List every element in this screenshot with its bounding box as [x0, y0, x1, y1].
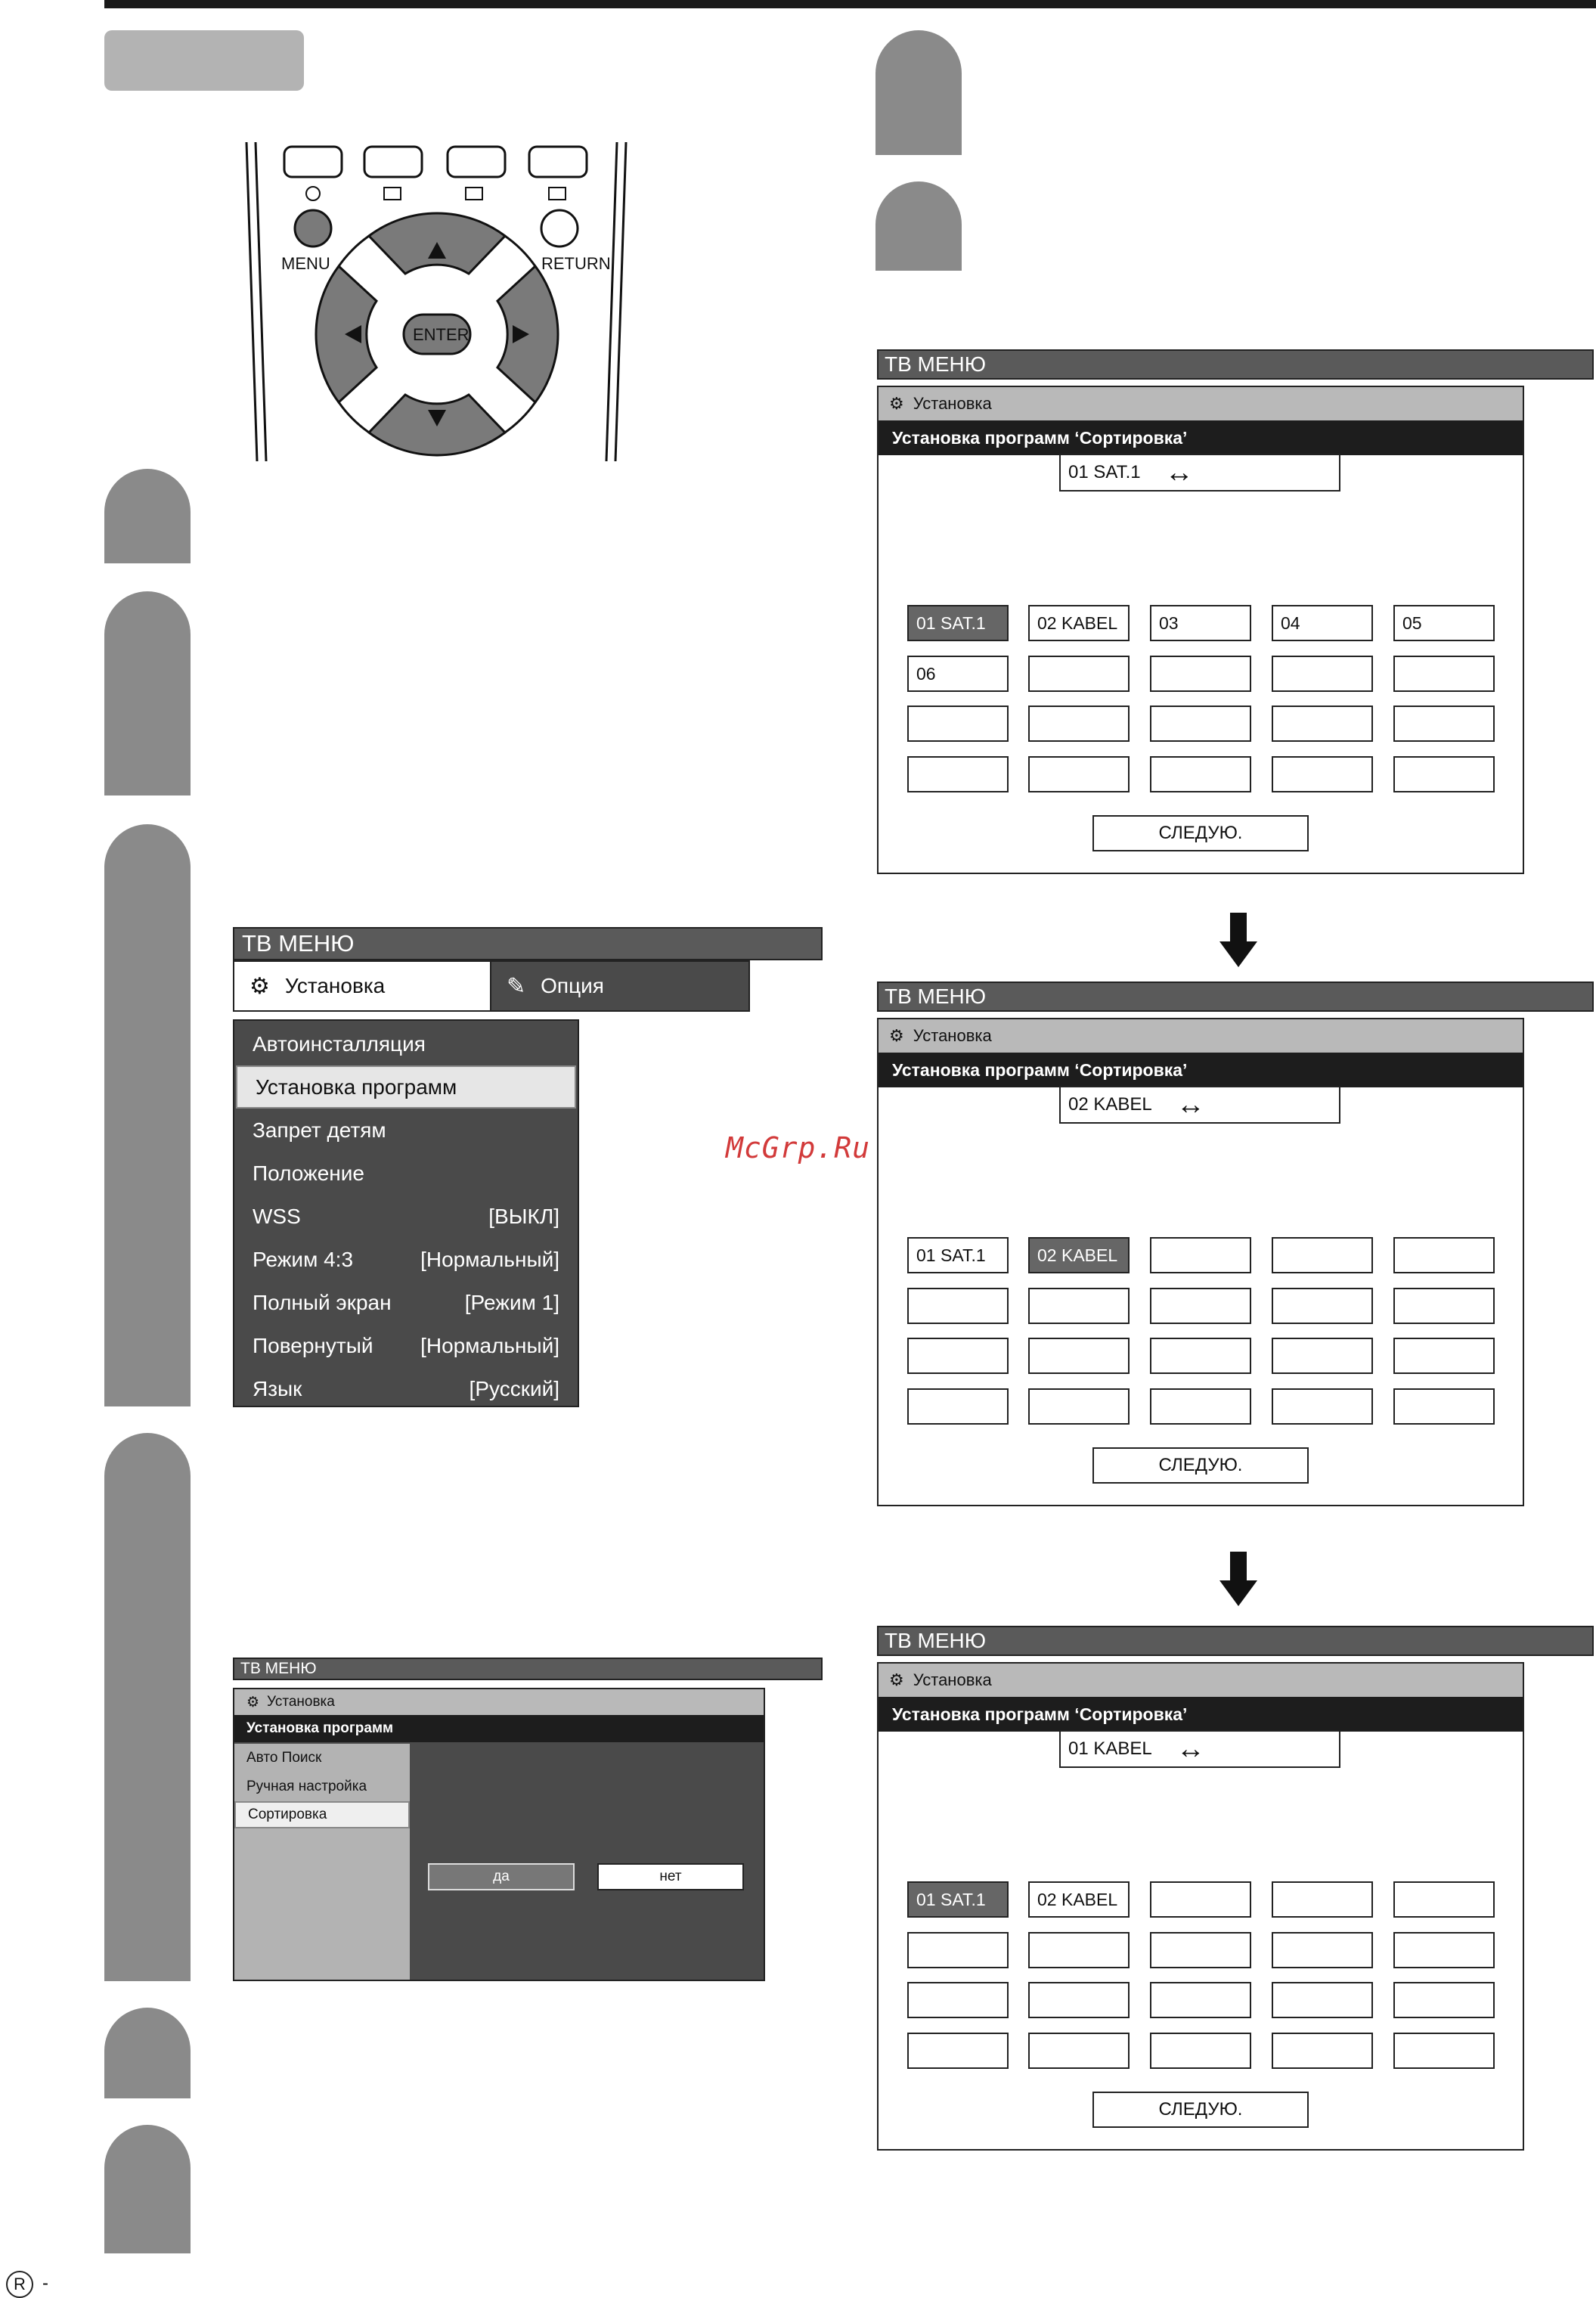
channel-cell[interactable] [1150, 1237, 1251, 1273]
teletext-info-icon [466, 188, 482, 200]
step-marker-1 [104, 469, 191, 563]
channel-cell[interactable] [1272, 706, 1373, 742]
channel-cell[interactable]: 02 KABEL [1028, 605, 1130, 641]
channel-cell[interactable] [1272, 1932, 1373, 1968]
return-button[interactable] [541, 210, 578, 247]
tab-setup[interactable] [233, 960, 491, 1012]
tab-option[interactable] [490, 960, 750, 1012]
tv-menu-title: ТВ МЕНЮ [233, 927, 823, 960]
tab-option-label: Опция [541, 974, 604, 997]
channel-cell[interactable] [1028, 1388, 1130, 1425]
channel-cell[interactable] [1393, 1288, 1495, 1324]
channel-cell[interactable] [907, 1288, 1009, 1324]
color-button-4[interactable] [529, 147, 587, 177]
top-rule [104, 0, 1596, 8]
move-arrows-icon: ↔ [1164, 457, 1194, 488]
channel-cell[interactable] [1272, 1881, 1373, 1918]
channel-cell[interactable] [1272, 656, 1373, 692]
channel-cell[interactable] [1028, 1338, 1130, 1374]
small-tv-menu-title: ТВ МЕНЮ [233, 1658, 823, 1680]
menu-item-mode-43[interactable]: Режим 4:3 [Нормальный] [253, 1247, 559, 1271]
teletext-hold-icon [384, 188, 401, 200]
channel-cell[interactable]: 06 [907, 656, 1009, 692]
menu-item-language[interactable]: Язык [Русский] [253, 1376, 559, 1400]
teletext-icon [549, 188, 566, 200]
no-button[interactable]: нет [597, 1863, 744, 1890]
small-setup-head: Установка программ [234, 1715, 764, 1742]
channel-cell[interactable]: 03 [1150, 605, 1251, 641]
menu-item-program-setup[interactable]: Установка программ [236, 1065, 576, 1109]
step-marker-r1 [875, 30, 962, 155]
channel-cell[interactable] [1150, 1982, 1251, 2018]
step-marker-r2 [875, 181, 962, 271]
down-arrow-2-icon [1219, 1552, 1257, 1606]
sort-screen-head: Установка программ ‘Сортировка’ [879, 1053, 1523, 1087]
channel-cell[interactable] [1150, 656, 1251, 692]
channel-cell[interactable] [1393, 1881, 1495, 1918]
channel-cell[interactable] [1028, 706, 1130, 742]
menu-label: MENU [281, 254, 330, 273]
channel-cell[interactable] [1393, 1388, 1495, 1425]
next-button[interactable]: СЛЕДУЮ. [1092, 1447, 1309, 1484]
channel-cell[interactable] [907, 1932, 1009, 1968]
menu-item-rotated[interactable]: Повернутый [Нормальный] [253, 1333, 559, 1357]
channel-cell[interactable]: 02 KABEL [1028, 1881, 1130, 1918]
wrench-icon: ⚙ [889, 1670, 904, 1689]
sort-screen-title: ТВ МЕНЮ [877, 982, 1594, 1012]
tv-menu-tabs [233, 960, 750, 1012]
region-mark: R [6, 2271, 33, 2298]
small-setup-sub: ⚙ Установка [234, 1689, 764, 1715]
submenu-auto-search[interactable]: Авто Поиск [246, 1750, 322, 1766]
channel-cell[interactable] [1150, 1288, 1251, 1324]
channel-cell[interactable] [1393, 1237, 1495, 1273]
down-arrow-1-icon [1219, 913, 1257, 967]
color-button-2[interactable] [364, 147, 422, 177]
tab-setup-label: Установка [284, 974, 386, 997]
channel-cell[interactable] [1393, 656, 1495, 692]
menu-button[interactable] [295, 210, 331, 247]
channel-cell[interactable] [1150, 706, 1251, 742]
channel-cell[interactable] [1150, 1881, 1251, 1918]
channel-cell[interactable] [1272, 756, 1373, 792]
wrench-icon: ⚙ [246, 1694, 260, 1710]
sort-screen-sub: ⚙ Установка [879, 1664, 1523, 1697]
setup-menu-list [233, 1019, 579, 1407]
step-marker-4 [104, 1433, 191, 1981]
sort-screen-head: Установка программ ‘Сортировка’ [879, 420, 1523, 455]
next-button[interactable]: СЛЕДУЮ. [1092, 815, 1309, 851]
channel-cell[interactable]: 04 [1272, 605, 1373, 641]
channel-cell[interactable] [1150, 756, 1251, 792]
channel-cell[interactable] [1150, 1338, 1251, 1374]
channel-cell[interactable] [1272, 1237, 1373, 1273]
channel-cell[interactable]: 01 SAT.1 [907, 1881, 1009, 1918]
section-tab [104, 30, 304, 91]
sort-screen-title: ТВ МЕНЮ [877, 1626, 1594, 1656]
small-submenu-list [234, 1744, 410, 1980]
channel-cell[interactable] [1272, 2033, 1373, 2069]
sort-screen-sub: ⚙ Установка [879, 387, 1523, 420]
next-button[interactable]: СЛЕДУЮ. [1092, 2092, 1309, 2128]
color-button-3[interactable] [448, 147, 505, 177]
channel-cell[interactable] [1028, 1288, 1130, 1324]
move-arrows-icon: ↔ [1176, 1089, 1205, 1121]
channel-cell[interactable] [907, 2033, 1009, 2069]
channel-cell[interactable]: 01 SAT.1 [907, 1237, 1009, 1273]
yes-button[interactable]: да [428, 1863, 575, 1890]
watermark: McGrp.Ru [726, 1131, 871, 1165]
menu-item-child-lock[interactable]: Запрет детям [253, 1118, 386, 1142]
channel-cell[interactable] [1393, 756, 1495, 792]
channel-cell[interactable] [1393, 2033, 1495, 2069]
channel-cell[interactable] [1028, 1982, 1130, 2018]
sort-screen-title: ТВ МЕНЮ [877, 349, 1594, 380]
channel-cell[interactable] [1150, 1388, 1251, 1425]
channel-cell[interactable] [1150, 2033, 1251, 2069]
step-marker-6 [104, 2125, 191, 2253]
enter-label: ENTER [413, 325, 470, 344]
sort-screen-head: Установка программ ‘Сортировка’ [879, 1697, 1523, 1732]
selected-channel-field: 02 KABEL ↔ [1059, 1086, 1340, 1124]
menu-item-full-screen[interactable]: Полный экран [Режим 1] [253, 1290, 559, 1314]
option-icon: ✎ [507, 973, 526, 999]
submenu-manual-tuning[interactable]: Ручная настройка [246, 1779, 367, 1794]
channel-cell[interactable] [907, 706, 1009, 742]
channel-cell[interactable] [1272, 1338, 1373, 1374]
sort-screen-sub: ⚙ Установка [879, 1019, 1523, 1053]
channel-cell[interactable] [1150, 1932, 1251, 1968]
step-marker-2 [104, 591, 191, 795]
channel-cell[interactable]: 01 SAT.1 [907, 605, 1009, 641]
remote-control [242, 136, 635, 469]
channel-cell[interactable] [1393, 1932, 1495, 1968]
channel-cell[interactable] [1028, 1932, 1130, 1968]
channel-cell[interactable] [1272, 1288, 1373, 1324]
channel-cell[interactable] [1028, 656, 1130, 692]
submenu-sort[interactable]: Сортировка [234, 1801, 410, 1828]
channel-cell[interactable] [1272, 1982, 1373, 2018]
menu-item-wss[interactable]: WSS [ВЫКЛ] [253, 1204, 559, 1228]
channel-cell[interactable] [907, 1388, 1009, 1425]
channel-cell[interactable] [1028, 756, 1130, 792]
return-label: RETURN [541, 254, 611, 273]
channel-cell[interactable] [1393, 1982, 1495, 2018]
selected-channel-field: 01 KABEL ↔ [1059, 1730, 1340, 1768]
wrench-icon: ⚙ [889, 1026, 904, 1045]
channel-cell[interactable] [1393, 706, 1495, 742]
color-button-1[interactable] [284, 147, 342, 177]
page-number-dash: - [42, 2273, 48, 2293]
wrench-icon: ⚙ [889, 394, 904, 413]
channel-cell[interactable] [907, 756, 1009, 792]
small-setup-panel [233, 1688, 765, 1981]
channel-cell[interactable] [1393, 1338, 1495, 1374]
channel-cell[interactable] [1028, 2033, 1130, 2069]
move-arrows-icon: ↔ [1176, 1733, 1205, 1765]
step-marker-5 [104, 2008, 191, 2098]
channel-cell[interactable]: 05 [1393, 605, 1495, 641]
step-marker-3 [104, 824, 191, 1406]
channel-cell[interactable] [907, 1338, 1009, 1374]
menu-item-auto-install[interactable]: Автоинсталляция [253, 1031, 426, 1056]
wrench-icon: ⚙ [249, 973, 270, 999]
channel-cell[interactable]: 02 KABEL [1028, 1237, 1130, 1273]
menu-item-position[interactable]: Положение [253, 1161, 364, 1185]
channel-cell[interactable] [1272, 1388, 1373, 1425]
channel-cell[interactable] [907, 1982, 1009, 2018]
picture-icon [306, 187, 320, 200]
selected-channel-field: 01 SAT.1 ↔ [1059, 454, 1340, 492]
